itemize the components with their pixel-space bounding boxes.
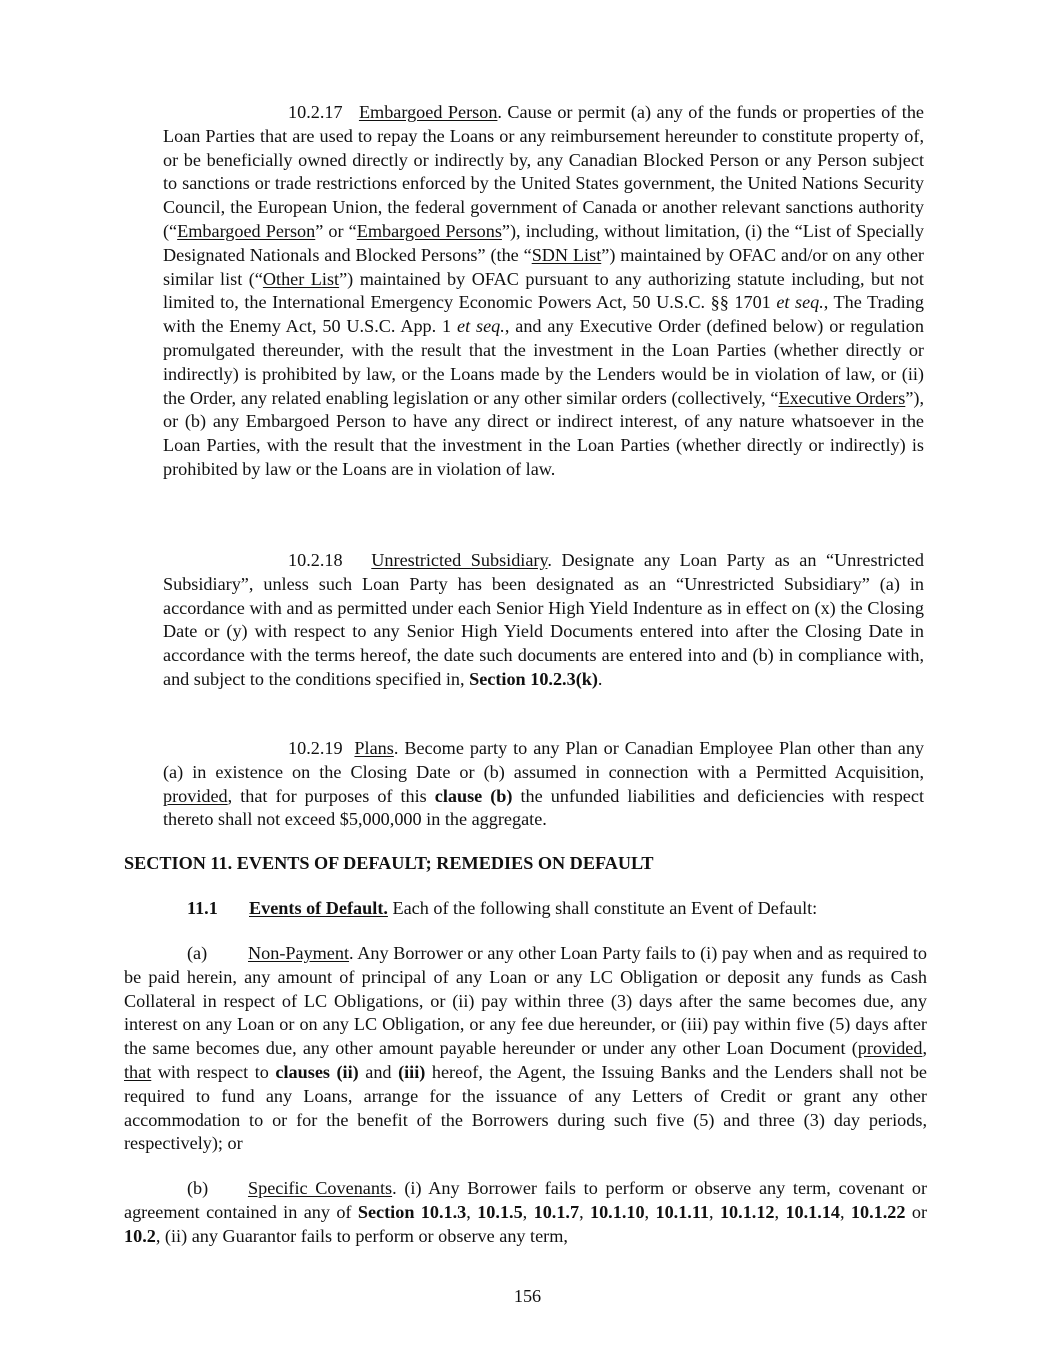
item-label: (b) (187, 1178, 209, 1198)
body-text: ”) maintained by OFAC and/or on any other similar list (“ (163, 244, 924, 289)
body-text: with respect to (151, 1061, 276, 1082)
body-text: , (ii) any Guarantor fails to perform or observe any term, (155, 1225, 568, 1246)
defined-term: Embargoed Persons (356, 220, 502, 241)
separator: , (840, 1201, 851, 1222)
section-reference: 10.1.12 (719, 1201, 775, 1222)
body-text: , The Trading with the Enemy Act, 50 U.S.C. App. 1 (163, 292, 924, 337)
latin-term: et seq. (776, 292, 824, 313)
body-text: , and any Executive Order (defined below) or regulation promulgated thereunder, with the result that the investment in the Loan Parties (whether directly or indirectly) is prohibited by law, or the Loans made by the Lenders would be in violation of law, or (ii) the Order, any related enabling legislation or any other similar orders (collectively, “ (163, 316, 924, 408)
body-text: . (597, 668, 603, 689)
latin-term: et seq. (457, 316, 505, 337)
section-10-2-19-paragraph (163, 737, 924, 832)
item-label: (a) (187, 943, 208, 963)
section-reference: 10.1.11 (655, 1201, 710, 1222)
section-reference: Section 10.2.3(k) (469, 668, 598, 689)
clause-reference: clauses (ii) (275, 1061, 359, 1082)
separator: , (522, 1201, 534, 1222)
body-text: , (922, 1038, 927, 1059)
body-text: the unfunded liabilities and deficiencies with respect thereto shall not exceed $5,000,000 in the aggregate. (163, 785, 924, 830)
separator: , (774, 1201, 786, 1222)
item-a-paragraph (124, 942, 927, 1156)
item-title: Non-Payment (248, 943, 350, 963)
section-reference: Section 10.1.3 (357, 1201, 467, 1222)
section-reference: 10.1.5 (477, 1201, 523, 1222)
item-b-paragraph (124, 1177, 927, 1248)
body-text: . Cause or permit (a) any of the funds or properties of the Loan Parties that are used to repay the Loans or any reimbursement hereunder to constitute property of, or be beneficially owned directly or indirectly by, any Canadian Blocked Person or any Person subject to sanctions or trade restrictions enforced by the United States government, the United Nations Security Council, the European Union, the federal government of Canada or another relevant sanctions authority (“ (163, 102, 925, 241)
clause-reference: clause (b) (434, 785, 513, 806)
separator: , (644, 1201, 656, 1222)
proviso-term: that (124, 1061, 152, 1082)
separator: , (579, 1201, 590, 1222)
defined-term: Embargoed Person (177, 220, 316, 241)
clause-reference: (iii) (398, 1061, 426, 1082)
section-number: 10.2.18 (288, 550, 343, 570)
item-title: Specific Covenants (248, 1178, 393, 1198)
section-11-1-heading (187, 897, 817, 921)
section-number: 10.2.17 (288, 102, 343, 122)
section-title: Plans (354, 738, 394, 758)
separator: , (466, 1201, 478, 1222)
section-title: Unrestricted Subsidiary (371, 550, 548, 570)
body-text: Each of the following shall constitute an Event of Default: (387, 898, 818, 918)
body-text: ”), or (b) any Embargoed Person to have any direct or indirect interest, of any nature whatsoever in the Loan Parties, with the result that the investment in the Loan Parties (whether directly or indirectly) is prohibited by law or the Loans are in violation of law. (163, 387, 924, 479)
body-text: . Designate any Loan Party as an “Unrestricted Subsidiary”, unless such Loan Party has been designated as an “Unrestricted Subsidiary” (a) in accordance with and as permitted under each Senior High Yield Indenture as in effect on (x) the Closing Date or (y) with respect to any Senior High Yield Documents entered into after the Closing Date in accordance with the terms hereof, the date such documents are entered into and (b) in compliance with, and subject to the conditions specified in, (163, 550, 924, 689)
section-10-2-18-paragraph (163, 549, 924, 692)
section-10-2-17-paragraph (163, 101, 924, 482)
body-text: hereof, the Agent, the Issuing Banks and the Lenders shall not be required to fund any Loans, arrange for the issuance of any Letters of Credit or grant any other accommodation to or for the benefit of the Borrowers during such five (5) and three (3) day periods, respectively); or (124, 1061, 927, 1154)
section-reference: 10.1.22 (850, 1201, 906, 1222)
page-number: 156 (513, 1286, 542, 1306)
section-reference: 10.1.10 (589, 1201, 645, 1222)
body-text: , that for purposes of this (227, 785, 435, 806)
separator: or (905, 1201, 928, 1222)
section-reference: 10.2 (124, 1225, 156, 1246)
proviso-term: provided (857, 1038, 923, 1059)
body-text: ”), including, without limitation, (i) the “List of Specially Designated Nationals and Blocked Persons” (the “ (163, 220, 925, 265)
body-text: . Become party to any Plan or Canadian Employee Plan other than any (a) in existence on the Closing Date or (b) assumed in connection with a Permitted Acquisition, (163, 738, 925, 782)
section-11-heading: SECTION 11. EVENTS OF DEFAULT; REMEDIES ON DEFAULT (124, 853, 654, 873)
section-reference: 10.1.7 (533, 1201, 580, 1222)
subsection-title: Events of Default. (249, 898, 388, 918)
body-text: . (i) Any Borrower fails to perform or observe any term, covenant or agreement contained in any of (124, 1178, 928, 1222)
body-text: . Any Borrower or any other Loan Party fails to (i) pay when and as required to be paid herein, any amount of principal of any Loan or any LC Obligation or deposit any funds as Cash Collateral in respect of LC Obligations, or (ii) pay within three (3) days after the same becomes due, any interest on any Loan or on any LC Obligation, or any fee due hereunder, or (iii) pay within five (5) days after the same becomes due, any other amount payable hereunder or under any other Loan Document ( (124, 943, 927, 1059)
section-number: 10.2.19 (288, 738, 343, 758)
defined-term: SDN List (531, 244, 602, 265)
separator: , (709, 1201, 720, 1222)
body-text: ” or “ (315, 220, 357, 241)
proviso-term: provided (163, 785, 228, 806)
body-text: ”) maintained by OFAC pursuant to any authorizing statute including, but not limited to, the International Emergency Economic Powers Act, 50 U.S.C. §§ 1701 (163, 268, 924, 313)
subsection-number: 11.1 (187, 898, 218, 918)
section-title: Embargoed Person (358, 102, 498, 122)
defined-term: Executive Orders (778, 387, 906, 408)
body-text: and (358, 1061, 399, 1082)
defined-term: Other List (262, 268, 340, 289)
section-reference: 10.1.14 (785, 1201, 840, 1222)
